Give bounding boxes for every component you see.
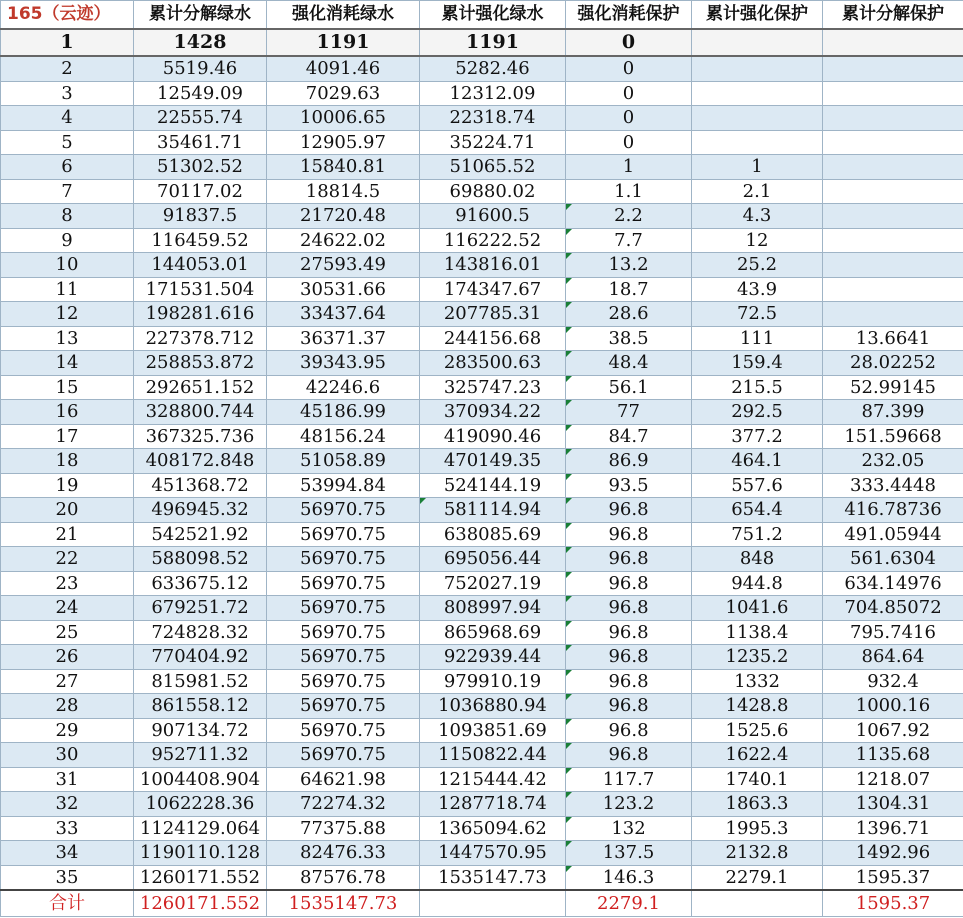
table-cell: 51302.52 [134, 155, 267, 180]
table-cell: 30 [1, 743, 134, 768]
table-cell: 24622.02 [267, 228, 420, 253]
table-cell [823, 253, 963, 278]
table-cell: 1428.8 [692, 694, 823, 719]
table-cell: 3 [1, 81, 134, 106]
table-cell: 634.14976 [823, 571, 963, 596]
table-cell: 12 [692, 228, 823, 253]
table-cell: 30531.66 [267, 277, 420, 302]
table-cell: 33437.64 [267, 302, 420, 327]
table-cell: 111 [692, 326, 823, 351]
table-cell: 861558.12 [134, 694, 267, 719]
table-cell: 12 [1, 302, 134, 327]
table-cell: 18 [1, 449, 134, 474]
table-cell: 16 [1, 400, 134, 425]
table-cell: 77375.88 [267, 816, 420, 841]
table-cell [823, 81, 963, 106]
table-cell: 56970.75 [267, 694, 420, 719]
table-cell: 12312.09 [420, 81, 566, 106]
table-cell: 588098.52 [134, 547, 267, 572]
total-cell: 1260171.552 [134, 890, 267, 917]
table-cell: 283500.63 [420, 351, 566, 376]
table-row [1, 841, 963, 866]
table-cell: 29 [1, 718, 134, 743]
table-row [1, 81, 963, 106]
header-cum-decompose-protect: 累计分解保护 [823, 1, 963, 30]
table-cell: 633675.12 [134, 571, 267, 596]
total-cell: 2279.1 [566, 890, 692, 917]
table-cell: 6 [1, 155, 134, 180]
table-cell: 451368.72 [134, 473, 267, 498]
header-enhance-cost-protect: 强化消耗保护 [566, 1, 692, 30]
table-cell: 542521.92 [134, 522, 267, 547]
header-cum-enhance-green-water: 累计强化绿水 [420, 1, 566, 30]
table-cell: 1428 [134, 29, 267, 56]
table-row [1, 449, 963, 474]
table-cell [823, 277, 963, 302]
table-cell: 419090.46 [420, 424, 566, 449]
table-cell: 752027.19 [420, 571, 566, 596]
table-cell: 0 [566, 29, 692, 56]
table-cell: 56970.75 [267, 718, 420, 743]
table-cell: 1093851.69 [420, 718, 566, 743]
header-row [1, 1, 963, 30]
table-cell: 5519.46 [134, 56, 267, 81]
table-cell: 1535147.73 [420, 865, 566, 890]
table-row [1, 865, 963, 890]
table-row [1, 718, 963, 743]
table-cell: 198281.616 [134, 302, 267, 327]
table-cell: 56970.75 [267, 547, 420, 572]
total-cell [692, 890, 823, 917]
table-cell: 22318.74 [420, 106, 566, 131]
table-cell: 56970.75 [267, 645, 420, 670]
table-cell: 22555.74 [134, 106, 267, 131]
table-cell: 48.4 [566, 351, 692, 376]
table-cell: 1150822.44 [420, 743, 566, 768]
table-row [1, 400, 963, 425]
table-row [1, 179, 963, 204]
table-cell: 1235.2 [692, 645, 823, 670]
table-cell: 96.8 [566, 718, 692, 743]
table-cell: 416.78736 [823, 498, 963, 523]
table-cell: 1062228.36 [134, 792, 267, 817]
table-cell: 25 [1, 620, 134, 645]
table-cell: 207785.31 [420, 302, 566, 327]
table-row [1, 645, 963, 670]
table-cell: 1995.3 [692, 816, 823, 841]
table-row [1, 204, 963, 229]
table-cell: 1135.68 [823, 743, 963, 768]
table-cell: 1304.31 [823, 792, 963, 817]
table-cell: 7029.63 [267, 81, 420, 106]
table-cell: 137.5 [566, 841, 692, 866]
table-cell [823, 302, 963, 327]
table-cell: 56.1 [566, 375, 692, 400]
table-cell: 1067.92 [823, 718, 963, 743]
table-cell [823, 204, 963, 229]
table-cell: 45186.99 [267, 400, 420, 425]
table-cell [823, 106, 963, 131]
table-cell: 1191 [420, 29, 566, 56]
table-row [1, 106, 963, 131]
table-cell: 87.399 [823, 400, 963, 425]
table-cell: 144053.01 [134, 253, 267, 278]
table-cell: 28.02252 [823, 351, 963, 376]
table-row [1, 228, 963, 253]
table-cell [692, 81, 823, 106]
table-cell: 91600.5 [420, 204, 566, 229]
table-cell: 70117.02 [134, 179, 267, 204]
table-cell: 171531.504 [134, 277, 267, 302]
table-row [1, 620, 963, 645]
table-cell: 367325.736 [134, 424, 267, 449]
table-cell: 1 [566, 155, 692, 180]
table-row [1, 302, 963, 327]
table-cell: 33 [1, 816, 134, 841]
table-cell: 1365094.62 [420, 816, 566, 841]
table-cell [692, 106, 823, 131]
table-cell: 10006.65 [267, 106, 420, 131]
table-cell: 865968.69 [420, 620, 566, 645]
table-cell: 4 [1, 106, 134, 131]
table-cell: 2.1 [692, 179, 823, 204]
table-cell: 952711.32 [134, 743, 267, 768]
table-cell: 96.8 [566, 694, 692, 719]
table-cell: 87576.78 [267, 865, 420, 890]
table-cell: 53994.84 [267, 473, 420, 498]
table-cell: 2 [1, 56, 134, 81]
table-row [1, 498, 963, 523]
table-cell: 38.5 [566, 326, 692, 351]
table-cell: 815981.52 [134, 669, 267, 694]
table-cell: 56970.75 [267, 596, 420, 621]
table-row [1, 767, 963, 792]
table-cell: 4091.46 [267, 56, 420, 81]
table-cell: 39343.95 [267, 351, 420, 376]
table-cell: 159.4 [692, 351, 823, 376]
table-cell: 333.4448 [823, 473, 963, 498]
table-cell: 48156.24 [267, 424, 420, 449]
table-cell: 770404.92 [134, 645, 267, 670]
table-cell: 28 [1, 694, 134, 719]
table-cell: 258853.872 [134, 351, 267, 376]
table-cell: 96.8 [566, 743, 692, 768]
table-cell: 1000.16 [823, 694, 963, 719]
table-row [1, 351, 963, 376]
table-cell: 32 [1, 792, 134, 817]
table-cell: 56970.75 [267, 571, 420, 596]
table-cell: 244156.68 [420, 326, 566, 351]
table-cell: 0 [566, 56, 692, 81]
total-cell [420, 890, 566, 917]
table-cell: 96.8 [566, 571, 692, 596]
table-cell: 13.2 [566, 253, 692, 278]
table-cell [692, 29, 823, 56]
table-cell: 1525.6 [692, 718, 823, 743]
header-cum-decompose-green-water: 累计分解绿水 [134, 1, 267, 30]
table-cell: 1332 [692, 669, 823, 694]
table-cell: 464.1 [692, 449, 823, 474]
table-cell: 96.8 [566, 669, 692, 694]
table-cell: 704.85072 [823, 596, 963, 621]
table-cell: 227378.712 [134, 326, 267, 351]
table-cell: 1287718.74 [420, 792, 566, 817]
table-cell: 28.6 [566, 302, 692, 327]
table-row [1, 375, 963, 400]
table-cell: 9 [1, 228, 134, 253]
table-row [1, 596, 963, 621]
table-cell: 561.6304 [823, 547, 963, 572]
table-cell: 42246.6 [267, 375, 420, 400]
table-cell: 96.8 [566, 645, 692, 670]
table-cell: 12905.97 [267, 130, 420, 155]
table-row [1, 155, 963, 180]
table-cell: 24 [1, 596, 134, 621]
table-cell: 2.2 [566, 204, 692, 229]
table-cell: 15840.81 [267, 155, 420, 180]
table-cell: 146.3 [566, 865, 692, 890]
table-cell: 232.05 [823, 449, 963, 474]
table-cell: 18814.5 [267, 179, 420, 204]
table-row [1, 473, 963, 498]
table-cell: 491.05944 [823, 522, 963, 547]
table-cell: 1036880.94 [420, 694, 566, 719]
table-cell: 143816.01 [420, 253, 566, 278]
table-row-total [1, 890, 963, 917]
table-row [1, 669, 963, 694]
table-cell [692, 130, 823, 155]
table-cell: 581114.94 [420, 498, 566, 523]
table-row [1, 424, 963, 449]
header-cum-enhance-protect: 累计强化保护 [692, 1, 823, 30]
table-cell: 23 [1, 571, 134, 596]
table-cell: 96.8 [566, 498, 692, 523]
table-cell: 944.8 [692, 571, 823, 596]
table-cell: 35224.71 [420, 130, 566, 155]
table-cell: 93.5 [566, 473, 692, 498]
table-cell: 1124129.064 [134, 816, 267, 841]
table-cell: 377.2 [692, 424, 823, 449]
table-cell: 679251.72 [134, 596, 267, 621]
table-cell: 5282.46 [420, 56, 566, 81]
table-cell: 1492.96 [823, 841, 963, 866]
table-cell: 1622.4 [692, 743, 823, 768]
table-cell: 25.2 [692, 253, 823, 278]
table-cell: 96.8 [566, 522, 692, 547]
table-cell: 1191 [267, 29, 420, 56]
table-cell: 496945.32 [134, 498, 267, 523]
table-cell: 1740.1 [692, 767, 823, 792]
table-cell: 524144.19 [420, 473, 566, 498]
table-cell [823, 29, 963, 56]
table-cell [692, 56, 823, 81]
table-cell: 52.99145 [823, 375, 963, 400]
table-cell: 56970.75 [267, 743, 420, 768]
table-cell: 470149.35 [420, 449, 566, 474]
table-cell: 1 [1, 29, 134, 56]
table-cell: 72274.32 [267, 792, 420, 817]
table-cell: 1218.07 [823, 767, 963, 792]
table-cell: 12549.09 [134, 81, 267, 106]
table-cell: 1004408.904 [134, 767, 267, 792]
table-cell: 7 [1, 179, 134, 204]
table-cell: 795.7416 [823, 620, 963, 645]
table-cell: 27 [1, 669, 134, 694]
table-cell: 848 [692, 547, 823, 572]
table-cell: 654.4 [692, 498, 823, 523]
table-cell: 1863.3 [692, 792, 823, 817]
table-cell: 69880.02 [420, 179, 566, 204]
table-cell: 72.5 [692, 302, 823, 327]
table-cell: 56970.75 [267, 498, 420, 523]
header-level: 165（云迹） [1, 1, 134, 30]
table-cell: 132 [566, 816, 692, 841]
table-cell: 1595.37 [823, 865, 963, 890]
table-cell: 96.8 [566, 596, 692, 621]
table-cell: 408172.848 [134, 449, 267, 474]
table-row [1, 522, 963, 547]
table-cell: 96.8 [566, 620, 692, 645]
table-cell: 84.7 [566, 424, 692, 449]
table-row [1, 130, 963, 155]
table-cell: 22 [1, 547, 134, 572]
table-row [1, 253, 963, 278]
table-cell: 979910.19 [420, 669, 566, 694]
table-cell: 932.4 [823, 669, 963, 694]
table-cell: 1041.6 [692, 596, 823, 621]
table-cell: 751.2 [692, 522, 823, 547]
table-cell: 2279.1 [692, 865, 823, 890]
table-cell: 2132.8 [692, 841, 823, 866]
table-cell: 17 [1, 424, 134, 449]
table-cell: 8 [1, 204, 134, 229]
table-cell: 82476.33 [267, 841, 420, 866]
table-cell: 10 [1, 253, 134, 278]
table-cell: 14 [1, 351, 134, 376]
table-row [1, 326, 963, 351]
table-cell: 1260171.552 [134, 865, 267, 890]
table-cell: 0 [566, 106, 692, 131]
table-cell: 151.59668 [823, 424, 963, 449]
table-cell: 31 [1, 767, 134, 792]
table-cell: 1396.71 [823, 816, 963, 841]
table-cell: 724828.32 [134, 620, 267, 645]
table-row [1, 56, 963, 81]
table-cell: 116459.52 [134, 228, 267, 253]
table-cell [823, 130, 963, 155]
table-cell: 20 [1, 498, 134, 523]
table-cell: 557.6 [692, 473, 823, 498]
table-cell: 35461.71 [134, 130, 267, 155]
table-cell: 215.5 [692, 375, 823, 400]
total-cell: 1535147.73 [267, 890, 420, 917]
table-row [1, 816, 963, 841]
table-cell: 35 [1, 865, 134, 890]
table-row-first [1, 29, 963, 56]
total-label: 合计 [1, 890, 134, 917]
table-cell: 292651.152 [134, 375, 267, 400]
table-row [1, 277, 963, 302]
table-cell: 43.9 [692, 277, 823, 302]
table-cell: 51058.89 [267, 449, 420, 474]
table-cell: 91837.5 [134, 204, 267, 229]
header-enhance-cost-green-water: 强化消耗绿水 [267, 1, 420, 30]
table-cell: 64621.98 [267, 767, 420, 792]
table-cell: 907134.72 [134, 718, 267, 743]
table-cell: 56970.75 [267, 669, 420, 694]
table-cell: 13 [1, 326, 134, 351]
table-cell: 56970.75 [267, 620, 420, 645]
table-cell: 77 [566, 400, 692, 425]
table-cell: 174347.67 [420, 277, 566, 302]
table-cell: 21720.48 [267, 204, 420, 229]
table-cell: 1.1 [566, 179, 692, 204]
table-cell: 0 [566, 81, 692, 106]
table-cell: 26 [1, 645, 134, 670]
table-cell: 5 [1, 130, 134, 155]
table-cell: 19 [1, 473, 134, 498]
table-cell: 1447570.95 [420, 841, 566, 866]
table-cell: 11 [1, 277, 134, 302]
table-cell: 1 [692, 155, 823, 180]
table-cell: 15 [1, 375, 134, 400]
table-cell: 292.5 [692, 400, 823, 425]
table-cell [823, 155, 963, 180]
table-cell: 4.3 [692, 204, 823, 229]
table-cell: 86.9 [566, 449, 692, 474]
table-cell: 638085.69 [420, 522, 566, 547]
table-cell: 325747.23 [420, 375, 566, 400]
table-cell: 1215444.42 [420, 767, 566, 792]
total-cell: 1595.37 [823, 890, 963, 917]
table-cell: 36371.37 [267, 326, 420, 351]
table-cell: 0 [566, 130, 692, 155]
table-cell: 1138.4 [692, 620, 823, 645]
table-cell: 370934.22 [420, 400, 566, 425]
table-cell: 116222.52 [420, 228, 566, 253]
table-cell [823, 179, 963, 204]
table-cell: 117.7 [566, 767, 692, 792]
table-row [1, 571, 963, 596]
table-cell: 7.7 [566, 228, 692, 253]
table-cell: 34 [1, 841, 134, 866]
table-cell: 21 [1, 522, 134, 547]
table-cell: 13.6641 [823, 326, 963, 351]
table-cell: 864.64 [823, 645, 963, 670]
table-cell: 922939.44 [420, 645, 566, 670]
table-cell [823, 56, 963, 81]
table-cell: 695056.44 [420, 547, 566, 572]
table-cell: 18.7 [566, 277, 692, 302]
table-row [1, 792, 963, 817]
table-row [1, 547, 963, 572]
table-cell: 27593.49 [267, 253, 420, 278]
table-cell [823, 228, 963, 253]
table-row [1, 694, 963, 719]
table-cell: 96.8 [566, 547, 692, 572]
table-cell: 51065.52 [420, 155, 566, 180]
table-cell: 56970.75 [267, 522, 420, 547]
table-cell: 123.2 [566, 792, 692, 817]
table-cell: 808997.94 [420, 596, 566, 621]
table-cell: 1190110.128 [134, 841, 267, 866]
table-cell: 328800.744 [134, 400, 267, 425]
table-row [1, 743, 963, 768]
